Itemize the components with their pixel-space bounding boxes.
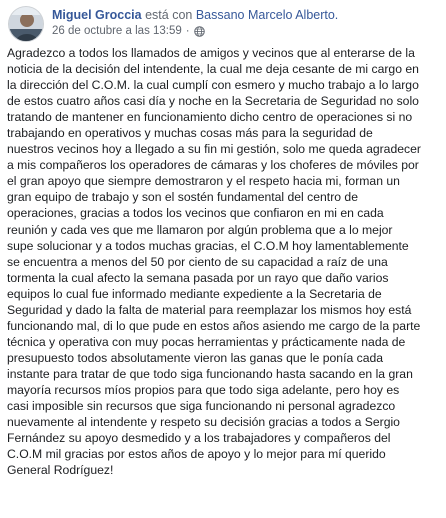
post-body-line: equipos lo cual fue informado mediante expediente a la Secretaria de — [7, 286, 382, 301]
post-body-line: tormenta la cual afecto la semana pasada por un rayo que daño varios — [7, 270, 389, 285]
post-timestamp-link[interactable]: 26 de octubre a las 13:59 — [52, 25, 182, 37]
post-body-line: C.O.M mil gracias por estos años de apoyo y lo mejor para mí querido — [7, 447, 386, 462]
post-body-line: nuevamente al intendente y respeto su decisión gracias a todos a Sergio — [7, 415, 400, 430]
with-text: está con — [145, 8, 193, 22]
post-body-line: mayoría recursos míos propios para que todo siga adelante, pero hoy es — [7, 382, 400, 397]
separator-dot: · — [185, 25, 190, 37]
post-body-line: Agradezco a todos los llamados de amigos y vecinos que al enterarse de la — [7, 46, 415, 60]
post-body-line: instante para tratar de que todo siga funcionando hasta sacando en la gran — [7, 366, 413, 381]
post-body-line: funcionando mal, di lo que pude en estos años asiendo me cargo de la parte — [7, 318, 421, 333]
globe-icon[interactable] — [194, 26, 205, 37]
post-body-line: la dirección del C.O.M. la cual cumplí con esmero y mucho trabajo a lo largo — [7, 78, 419, 93]
post-body-line: noticia de la decisión del intendente, la cual me deja cesante de mi cargo en — [7, 62, 419, 77]
post-body-line: General Rodríguez! — [7, 463, 114, 478]
post-body-line: trabajando en operativos y muchas cosas más para la seguridad de — [7, 126, 373, 141]
post-body-line: a mis compañeros los operadores de cámaras y los choferes de móviles por — [7, 158, 419, 173]
post-body-line: presupuesto todos absolutamente vieron las ganas que le ponía cada — [7, 350, 384, 365]
post-body-line: técnica y operativa con muy pocas herramientas y prácticamente nada de — [7, 334, 406, 349]
post-body-line: tratando de mantener en funcionamiento dicho centro de operaciones si no — [7, 110, 413, 125]
post-body-text — [7, 45, 443, 478]
post-body-line: reunión y cada ves que me llamaron por algún problema que a lo mejor — [7, 222, 393, 237]
post-meta — [52, 6, 338, 39]
author-name-link[interactable]: Miguel Groccia — [52, 8, 142, 22]
post-title-line — [52, 7, 338, 23]
post-body-line: Seguridad y dado la falta de material para reemplazar los mismos hoy está — [7, 302, 412, 317]
post-body-line: se encuentra a menos del 50 por ciento de su capacidad a raíz de una — [7, 254, 388, 269]
post-body-line: el gran apoyo que siempre demostraron y el respeto hacia mi, forman un — [7, 174, 400, 189]
post-body-line: casi imposible sin recursos que siga funcionando ni personal agradezco — [7, 399, 396, 414]
profile-photo-icon[interactable] — [8, 6, 44, 42]
post-subtitle-line — [52, 23, 338, 39]
post-body-line: gran equipo de trabajo y son el sostén fundamental del centro de — [7, 190, 358, 205]
tagged-person-link[interactable]: Bassano Marcelo Alberto. — [195, 8, 339, 22]
post-body-line: de estos cuatro años casi día y noche en la Secretaria de Seguridad no solo — [7, 94, 419, 109]
post-body-line: supe solucionar y a todos muchas gracias, el C.O.M hoy lamentablemente — [7, 238, 409, 253]
post-header — [8, 6, 338, 42]
post-body-line: Fernández su apoyo desmedido y a los trabajadores y compañeros del — [7, 431, 391, 446]
post-body-line: nuestros vecinos hoy a llegado a su fin mi gestión, solo me queda agradecer — [7, 142, 421, 157]
post-body-line: operaciones, gracias a todos los vecinos que confiaron en mi en cada — [7, 206, 384, 221]
